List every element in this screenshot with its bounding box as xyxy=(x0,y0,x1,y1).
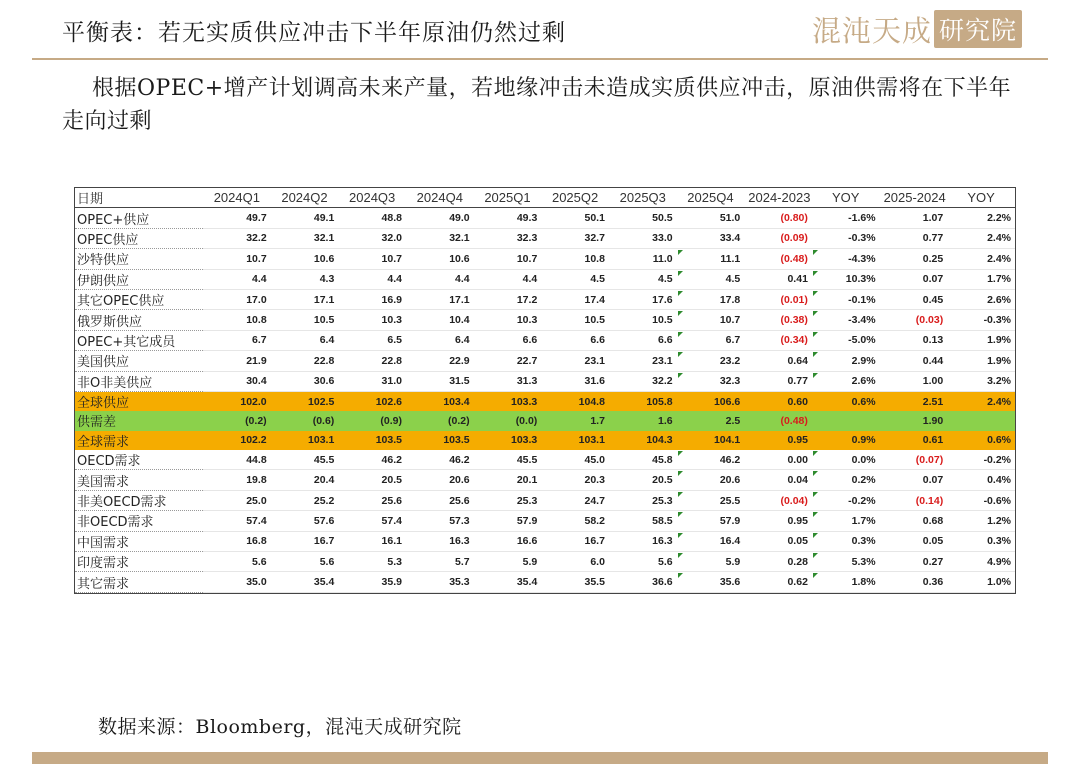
table-cell: 44.8 xyxy=(203,450,271,470)
table-cell: 1.9% xyxy=(947,351,1015,371)
table-cell: 10.3 xyxy=(474,310,542,330)
row-label: 全球需求 xyxy=(75,431,203,450)
table-cell: 32.0 xyxy=(338,228,406,248)
table-cell: 24.7 xyxy=(541,490,609,510)
table-cell: 0.6% xyxy=(947,431,1015,450)
table-cell: 33.4 xyxy=(677,228,745,248)
table-cell: 20.1 xyxy=(474,470,542,490)
table-row xyxy=(75,531,1015,551)
table-row xyxy=(75,330,1015,350)
table-cell: 45.5 xyxy=(474,450,542,470)
table-cell: 10.8 xyxy=(203,310,271,330)
table-row xyxy=(75,371,1015,391)
table-cell: 0.00 xyxy=(744,450,812,470)
table-cell: 2.2% xyxy=(947,208,1015,228)
table-cell: 10.6 xyxy=(406,249,474,269)
brand-logo xyxy=(812,10,1022,48)
table-cell: 6.4 xyxy=(406,330,474,350)
table-cell: 10.8 xyxy=(541,249,609,269)
table-cell: 0.07 xyxy=(880,470,948,490)
table-cell: 17.4 xyxy=(541,289,609,309)
table-cell: 1.00 xyxy=(880,371,948,391)
table-cell: 45.5 xyxy=(271,450,339,470)
table-cell: 0.3% xyxy=(812,531,880,551)
column-header: 日期 xyxy=(75,188,203,208)
row-label: 其它需求 xyxy=(75,572,203,592)
table-cell: 103.4 xyxy=(406,391,474,411)
table-cell: 0.62 xyxy=(744,572,812,592)
table-cell: 0.3% xyxy=(947,531,1015,551)
table-cell: -0.2% xyxy=(947,450,1015,470)
table-cell: 0.04 xyxy=(744,470,812,490)
table-cell: 20.3 xyxy=(541,470,609,490)
table-cell: 0.45 xyxy=(880,289,948,309)
table-cell: 16.7 xyxy=(271,531,339,551)
table-row xyxy=(75,411,1015,430)
table-cell: 57.6 xyxy=(271,511,339,531)
table-cell: 30.4 xyxy=(203,371,271,391)
table-cell: (0.0) xyxy=(474,411,542,430)
table-cell: 0.25 xyxy=(880,249,948,269)
table-cell: 46.2 xyxy=(338,450,406,470)
table-cell: 25.0 xyxy=(203,490,271,510)
footer-bar xyxy=(32,752,1048,764)
column-header: 2024Q3 xyxy=(338,188,406,208)
table-cell: 6.7 xyxy=(677,330,745,350)
table-cell: 17.8 xyxy=(677,289,745,309)
table-cell: 1.9% xyxy=(947,330,1015,350)
table-cell: 16.7 xyxy=(541,531,609,551)
column-header: 2024-2023 xyxy=(744,188,812,208)
table-cell: 57.3 xyxy=(406,511,474,531)
table-cell: 0.9% xyxy=(812,431,880,450)
table-cell: 31.6 xyxy=(541,371,609,391)
table-cell: 16.3 xyxy=(406,531,474,551)
row-label: OPEC+供应 xyxy=(75,208,203,228)
table-cell: 0.36 xyxy=(880,572,948,592)
table-cell: (0.80) xyxy=(744,208,812,228)
column-header: 2025Q3 xyxy=(609,188,677,208)
table-cell: 4.5 xyxy=(541,269,609,289)
table-cell: 46.2 xyxy=(406,450,474,470)
table-cell: 105.8 xyxy=(609,391,677,411)
table-cell: 0.61 xyxy=(880,431,948,450)
table-cell: 25.3 xyxy=(474,490,542,510)
table-row xyxy=(75,552,1015,572)
table-cell: 102.6 xyxy=(338,391,406,411)
table-cell: 1.7% xyxy=(812,511,880,531)
table-cell: (0.2) xyxy=(406,411,474,430)
row-label: 中国需求 xyxy=(75,531,203,551)
table-cell: 19.8 xyxy=(203,470,271,490)
table-cell: 49.0 xyxy=(406,208,474,228)
table-cell: 10.6 xyxy=(271,249,339,269)
table-cell: -1.6% xyxy=(812,208,880,228)
table-cell: 6.6 xyxy=(474,330,542,350)
table-cell: 17.0 xyxy=(203,289,271,309)
table-cell: 4.4 xyxy=(338,269,406,289)
row-label: 俄罗斯供应 xyxy=(75,310,203,330)
table-cell: 45.0 xyxy=(541,450,609,470)
table-cell: 16.6 xyxy=(474,531,542,551)
table-cell: 2.9% xyxy=(812,351,880,371)
table-cell: 22.9 xyxy=(406,351,474,371)
row-label: OECD需求 xyxy=(75,450,203,470)
table-cell: 20.5 xyxy=(338,470,406,490)
table-cell: 0.6% xyxy=(812,391,880,411)
table-cell: 0.95 xyxy=(744,431,812,450)
table-cell xyxy=(812,411,880,430)
table-row xyxy=(75,450,1015,470)
table-cell: 5.6 xyxy=(271,552,339,572)
table-cell: 21.9 xyxy=(203,351,271,371)
table-cell: 2.4% xyxy=(947,391,1015,411)
table-cell: 32.2 xyxy=(203,228,271,248)
table-cell: 10.7 xyxy=(338,249,406,269)
table-cell xyxy=(947,411,1015,430)
table-cell: 35.0 xyxy=(203,572,271,592)
table-cell: 0.05 xyxy=(744,531,812,551)
table-header-row xyxy=(75,188,1015,208)
table-cell: 10.7 xyxy=(203,249,271,269)
table-cell: 23.2 xyxy=(677,351,745,371)
table-cell: 1.07 xyxy=(880,208,948,228)
table-row xyxy=(75,391,1015,411)
table-cell: -0.1% xyxy=(812,289,880,309)
table-cell: 31.5 xyxy=(406,371,474,391)
table-cell: 0.77 xyxy=(880,228,948,248)
table-cell: (0.01) xyxy=(744,289,812,309)
table-cell: 0.0% xyxy=(812,450,880,470)
logo-box: 研究院 xyxy=(934,10,1022,48)
table-cell: 45.8 xyxy=(609,450,677,470)
table-cell: 35.5 xyxy=(541,572,609,592)
table-cell: -0.2% xyxy=(812,490,880,510)
table-cell: 30.6 xyxy=(271,371,339,391)
table-cell: -0.3% xyxy=(812,228,880,248)
table-cell: 31.3 xyxy=(474,371,542,391)
table-cell: 16.8 xyxy=(203,531,271,551)
table-row xyxy=(75,228,1015,248)
table-cell: 57.4 xyxy=(203,511,271,531)
table-cell: 5.6 xyxy=(609,552,677,572)
table-cell: 25.5 xyxy=(677,490,745,510)
table-cell: 0.60 xyxy=(744,391,812,411)
table-cell: 0.64 xyxy=(744,351,812,371)
row-label: 美国需求 xyxy=(75,470,203,490)
table-cell: 103.1 xyxy=(541,431,609,450)
table-cell: 6.0 xyxy=(541,552,609,572)
table-cell: 5.9 xyxy=(677,552,745,572)
source-note: 数据来源：Bloomberg，混沌天成研究院 xyxy=(98,716,462,738)
table-cell: 6.7 xyxy=(203,330,271,350)
table-cell: 103.3 xyxy=(474,391,542,411)
row-label: 其它OPEC供应 xyxy=(75,289,203,309)
table-cell: 104.1 xyxy=(677,431,745,450)
table-cell: 1.0% xyxy=(947,572,1015,592)
table-cell: 0.05 xyxy=(880,531,948,551)
table-cell: (0.38) xyxy=(744,310,812,330)
table-cell: 32.1 xyxy=(271,228,339,248)
table-row xyxy=(75,269,1015,289)
balance-table xyxy=(75,188,1015,593)
table-cell: 0.41 xyxy=(744,269,812,289)
table-cell: 32.7 xyxy=(541,228,609,248)
row-label: 非美OECD需求 xyxy=(75,490,203,510)
table-cell: 35.6 xyxy=(677,572,745,592)
table-cell: 32.3 xyxy=(677,371,745,391)
table-cell: 10.5 xyxy=(609,310,677,330)
table-cell: 16.9 xyxy=(338,289,406,309)
table-cell: 20.6 xyxy=(406,470,474,490)
table-cell: 103.3 xyxy=(474,431,542,450)
table-cell: 17.6 xyxy=(609,289,677,309)
column-header: 2024Q1 xyxy=(203,188,271,208)
table-cell: 58.2 xyxy=(541,511,609,531)
table-cell: 49.1 xyxy=(271,208,339,228)
table-cell: 25.6 xyxy=(406,490,474,510)
table-cell: 103.1 xyxy=(271,431,339,450)
table-cell: 4.4 xyxy=(203,269,271,289)
table-cell: -4.3% xyxy=(812,249,880,269)
table-cell: 23.1 xyxy=(609,351,677,371)
table-cell: 0.2% xyxy=(812,470,880,490)
table-cell: 0.28 xyxy=(744,552,812,572)
column-header: 2025Q1 xyxy=(474,188,542,208)
table-cell: 17.1 xyxy=(406,289,474,309)
table-cell: (0.2) xyxy=(203,411,271,430)
table-cell: 35.3 xyxy=(406,572,474,592)
table-cell: 6.5 xyxy=(338,330,406,350)
table-cell: 0.95 xyxy=(744,511,812,531)
table-cell: 4.4 xyxy=(474,269,542,289)
table-cell: 49.7 xyxy=(203,208,271,228)
table-cell: 104.8 xyxy=(541,391,609,411)
table-cell: 25.3 xyxy=(609,490,677,510)
table-cell: 10.7 xyxy=(677,310,745,330)
row-label: 非O非美供应 xyxy=(75,371,203,391)
table-cell: 0.07 xyxy=(880,269,948,289)
table-row xyxy=(75,511,1015,531)
logo-script: 混沌天成 xyxy=(811,13,932,48)
table-cell: 5.9 xyxy=(474,552,542,572)
table-cell: 4.4 xyxy=(406,269,474,289)
column-header: YOY xyxy=(812,188,880,208)
table-cell: 25.6 xyxy=(338,490,406,510)
table-cell: (0.04) xyxy=(744,490,812,510)
table-cell: 50.5 xyxy=(609,208,677,228)
table-cell: 17.1 xyxy=(271,289,339,309)
table-cell: 33.0 xyxy=(609,228,677,248)
row-label: 供需差 xyxy=(75,411,203,430)
table-row xyxy=(75,289,1015,309)
table-cell: 32.3 xyxy=(474,228,542,248)
table-cell: 10.3 xyxy=(338,310,406,330)
table-cell: 11.1 xyxy=(677,249,745,269)
column-header: 2025-2024 xyxy=(880,188,948,208)
table-cell: 5.6 xyxy=(203,552,271,572)
row-label: 伊朗供应 xyxy=(75,269,203,289)
table-cell: 10.3% xyxy=(812,269,880,289)
table-cell: (0.14) xyxy=(880,490,948,510)
table-cell: 23.1 xyxy=(541,351,609,371)
table-cell: 0.27 xyxy=(880,552,948,572)
table-cell: 3.2% xyxy=(947,371,1015,391)
row-label: OPEC+其它成员 xyxy=(75,330,203,350)
table-cell: 17.2 xyxy=(474,289,542,309)
table-cell: 50.1 xyxy=(541,208,609,228)
table-cell: (0.07) xyxy=(880,450,948,470)
table-cell: 22.8 xyxy=(338,351,406,371)
table-cell: -3.4% xyxy=(812,310,880,330)
column-header: 2024Q4 xyxy=(406,188,474,208)
table-cell: 6.6 xyxy=(541,330,609,350)
column-header: 2025Q2 xyxy=(541,188,609,208)
table-cell: 35.4 xyxy=(271,572,339,592)
row-label: 印度需求 xyxy=(75,552,203,572)
row-label: 非OECD需求 xyxy=(75,511,203,531)
table-cell: 5.7 xyxy=(406,552,474,572)
table-cell: 20.6 xyxy=(677,470,745,490)
table-cell: 49.3 xyxy=(474,208,542,228)
table-cell: 0.68 xyxy=(880,511,948,531)
table-cell: 0.44 xyxy=(880,351,948,371)
table-cell: 1.2% xyxy=(947,511,1015,531)
column-header: YOY xyxy=(947,188,1015,208)
table-row xyxy=(75,431,1015,450)
header-divider xyxy=(32,58,1048,60)
table-cell: -5.0% xyxy=(812,330,880,350)
table-cell: 16.4 xyxy=(677,531,745,551)
table-cell: 1.8% xyxy=(812,572,880,592)
table-cell: 58.5 xyxy=(609,511,677,531)
table-cell: 5.3 xyxy=(338,552,406,572)
table-row xyxy=(75,208,1015,228)
row-label: OPEC供应 xyxy=(75,228,203,248)
table-cell: 20.4 xyxy=(271,470,339,490)
table-cell: 10.7 xyxy=(474,249,542,269)
table-cell: 35.9 xyxy=(338,572,406,592)
table-cell: 20.5 xyxy=(609,470,677,490)
table-row xyxy=(75,351,1015,371)
table-cell: (0.03) xyxy=(880,310,948,330)
table-cell: 4.5 xyxy=(609,269,677,289)
table-row xyxy=(75,310,1015,330)
row-label: 全球供应 xyxy=(75,391,203,411)
table-cell: 36.6 xyxy=(609,572,677,592)
table-cell: 10.5 xyxy=(271,310,339,330)
table-cell: 2.51 xyxy=(880,391,948,411)
table-cell: (0.6) xyxy=(271,411,339,430)
table-cell: 102.5 xyxy=(271,391,339,411)
table-cell: 2.6% xyxy=(947,289,1015,309)
table-cell: -0.6% xyxy=(947,490,1015,510)
table-cell: 16.1 xyxy=(338,531,406,551)
table-cell: 57.4 xyxy=(338,511,406,531)
table-cell: 0.77 xyxy=(744,371,812,391)
table-cell: 5.3% xyxy=(812,552,880,572)
table-cell: 11.0 xyxy=(609,249,677,269)
table-cell: 48.8 xyxy=(338,208,406,228)
table-cell: (0.34) xyxy=(744,330,812,350)
balance-table-container xyxy=(74,187,1016,594)
table-cell: 0.13 xyxy=(880,330,948,350)
table-cell: 57.9 xyxy=(474,511,542,531)
table-cell: 2.4% xyxy=(947,249,1015,269)
table-row xyxy=(75,470,1015,490)
table-cell: 57.9 xyxy=(677,511,745,531)
table-cell: 103.5 xyxy=(406,431,474,450)
table-cell: 31.0 xyxy=(338,371,406,391)
table-cell: 51.0 xyxy=(677,208,745,228)
table-cell: 4.5 xyxy=(677,269,745,289)
table-cell: (0.48) xyxy=(744,249,812,269)
column-header: 2025Q4 xyxy=(677,188,745,208)
column-header: 2024Q2 xyxy=(271,188,339,208)
table-cell: (0.9) xyxy=(338,411,406,430)
table-cell: 2.6% xyxy=(812,371,880,391)
table-cell: 22.7 xyxy=(474,351,542,371)
table-cell: 22.8 xyxy=(271,351,339,371)
table-cell: 102.2 xyxy=(203,431,271,450)
table-cell: 103.5 xyxy=(338,431,406,450)
page-title: 平衡表：若无实质供应冲击下半年原油仍然过剩 xyxy=(62,20,566,46)
table-cell: 2.5 xyxy=(677,411,745,430)
table-cell: 46.2 xyxy=(677,450,745,470)
table-cell: 35.4 xyxy=(474,572,542,592)
table-cell: 10.4 xyxy=(406,310,474,330)
table-cell: 1.7% xyxy=(947,269,1015,289)
table-row xyxy=(75,490,1015,510)
table-cell: 4.9% xyxy=(947,552,1015,572)
table-cell: 10.5 xyxy=(541,310,609,330)
table-row xyxy=(75,572,1015,592)
table-cell: 1.7 xyxy=(541,411,609,430)
table-row xyxy=(75,249,1015,269)
table-cell: 25.2 xyxy=(271,490,339,510)
table-cell: 106.6 xyxy=(677,391,745,411)
intro-paragraph: 根据OPEC+增产计划调高未来产量，若地缘冲击未造成实质供应冲击，原油供需将在下半年走向过剩 xyxy=(62,76,1012,134)
table-cell: (0.48) xyxy=(744,411,812,430)
table-cell: 1.90 xyxy=(880,411,948,430)
table-cell: 0.4% xyxy=(947,470,1015,490)
row-label: 沙特供应 xyxy=(75,249,203,269)
table-cell: 104.3 xyxy=(609,431,677,450)
table-cell: 6.4 xyxy=(271,330,339,350)
row-label: 美国供应 xyxy=(75,351,203,371)
table-cell: 1.6 xyxy=(609,411,677,430)
table-cell: 102.0 xyxy=(203,391,271,411)
table-cell: 32.2 xyxy=(609,371,677,391)
table-cell: -0.3% xyxy=(947,310,1015,330)
table-cell: 6.6 xyxy=(609,330,677,350)
table-cell: 2.4% xyxy=(947,228,1015,248)
table-cell: 32.1 xyxy=(406,228,474,248)
table-cell: 4.3 xyxy=(271,269,339,289)
table-cell: 16.3 xyxy=(609,531,677,551)
table-cell: (0.09) xyxy=(744,228,812,248)
